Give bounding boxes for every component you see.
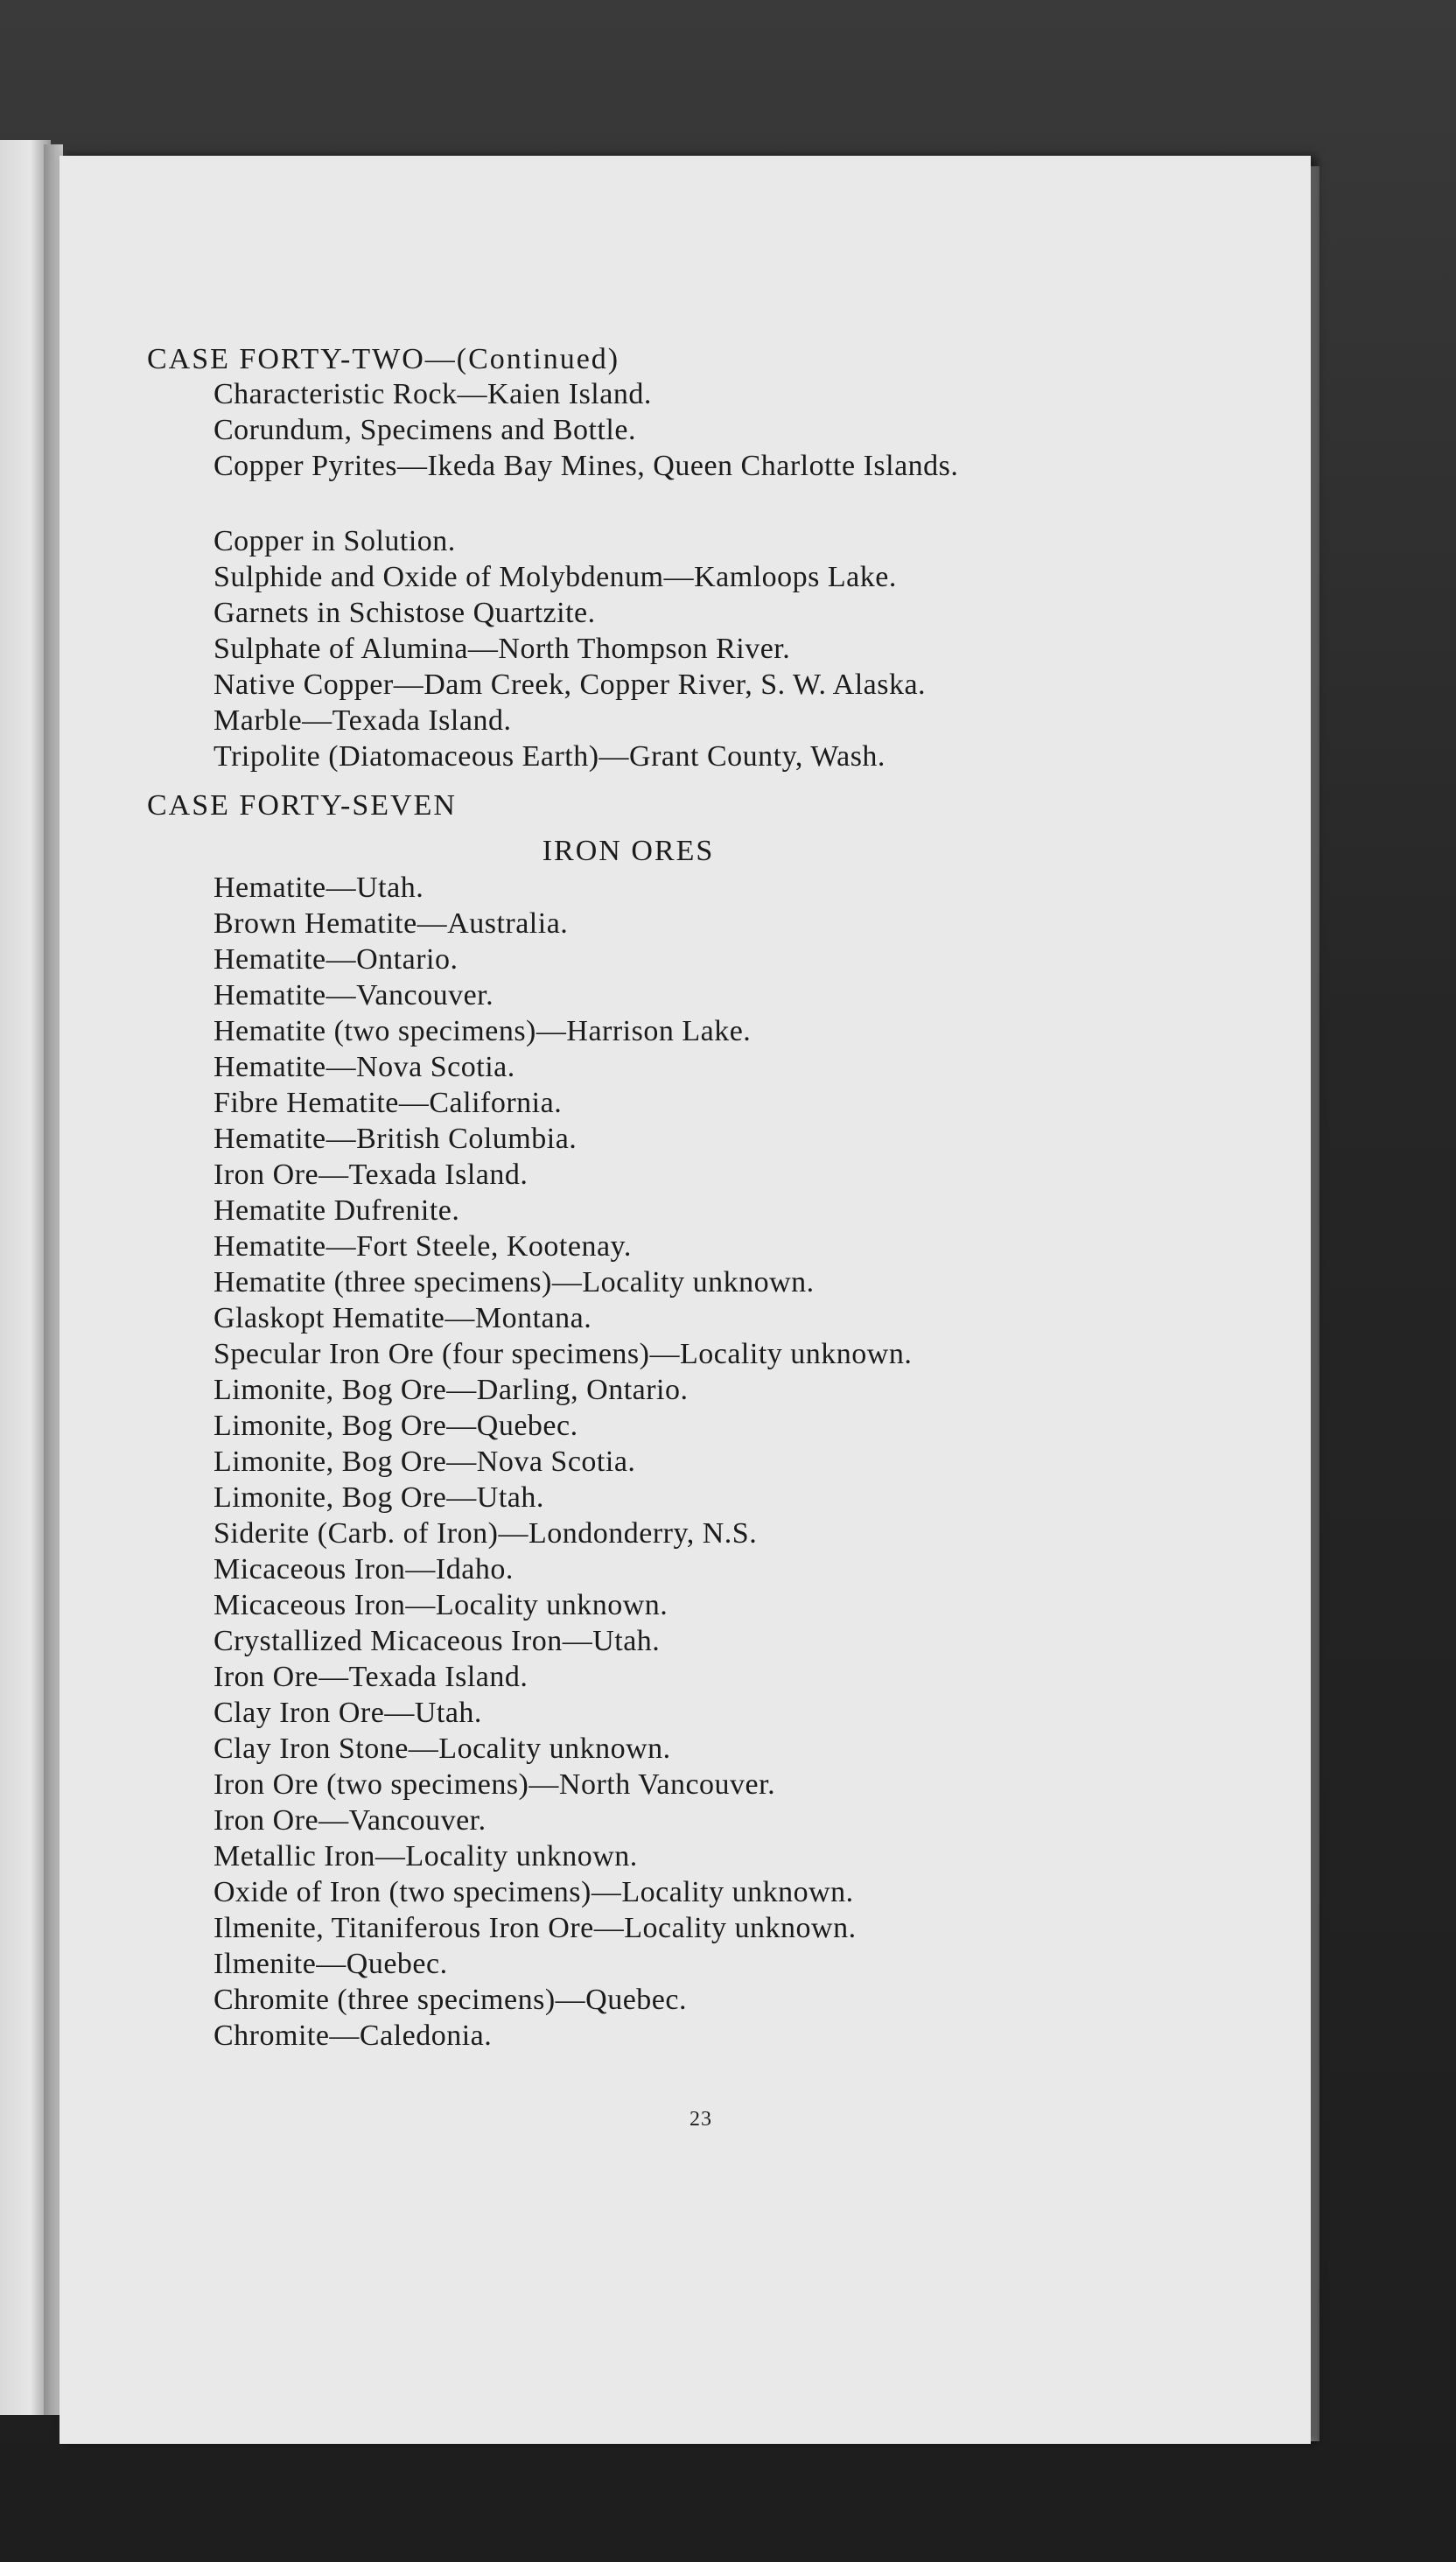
list-item: Ilmenite—Quebec. bbox=[214, 1948, 448, 1980]
list-item: Garnets in Schistose Quartzite. bbox=[214, 597, 596, 629]
list-item: Hematite (two specimens)—Harrison Lake. bbox=[214, 1015, 752, 1047]
list-item: Crystallized Micaceous Iron—Utah. bbox=[214, 1625, 661, 1657]
list-item: Hematite—Fort Steele, Kootenay. bbox=[214, 1230, 632, 1263]
list-item: Copper in Solution. bbox=[214, 525, 456, 557]
document-page bbox=[60, 156, 1311, 2444]
list-item: Hematite—Nova Scotia. bbox=[214, 1051, 515, 1083]
list-item: Specular Iron Ore (four specimens)—Locality unknown. bbox=[214, 1338, 913, 1370]
list-item: Hematite Dufrenite. bbox=[214, 1194, 460, 1227]
list-item: Sulphate of Alumina—North Thompson River. bbox=[214, 633, 791, 665]
list-item: Hematite—Ontario. bbox=[214, 943, 458, 976]
list-item: Iron Ore—Vancouver. bbox=[214, 1804, 486, 1837]
list-item: Characteristic Rock—Kaien Island. bbox=[214, 378, 652, 410]
list-item: Hematite—Utah. bbox=[214, 872, 424, 904]
list-item: Clay Iron Stone—Locality unknown. bbox=[214, 1732, 671, 1765]
list-item: Copper Pyrites—Ikeda Bay Mines, Queen Charlotte Islands. bbox=[214, 450, 959, 482]
list-item: Chromite (three specimens)—Quebec. bbox=[214, 1984, 687, 2016]
list-item: Oxide of Iron (two specimens)—Locality unknown. bbox=[214, 1876, 854, 1908]
list-item: Brown Hematite—Australia. bbox=[214, 907, 569, 940]
list-item: Hematite (three specimens)—Locality unknown. bbox=[214, 1266, 815, 1298]
list-item: Micaceous Iron—Locality unknown. bbox=[214, 1589, 668, 1621]
list-item: Micaceous Iron—Idaho. bbox=[214, 1553, 514, 1586]
list-item: Sulphide and Oxide of Molybdenum—Kamloops Lake. bbox=[214, 561, 897, 593]
list-item: Native Copper—Dam Creek, Copper River, S. W. Alaska. bbox=[214, 668, 927, 701]
list-item: Tripolite (Diatomaceous Earth)—Grant County, Wash. bbox=[214, 740, 886, 773]
list-item: Ilmenite, Titaniferous Iron Ore—Locality unknown. bbox=[214, 1912, 857, 1944]
list-item: Limonite, Bog Ore—Utah. bbox=[214, 1481, 544, 1514]
list-item: Iron Ore (two specimens)—North Vancouver. bbox=[214, 1768, 776, 1801]
list-item: Limonite, Bog Ore—Nova Scotia. bbox=[214, 1446, 636, 1478]
list-item: Chromite—Caledonia. bbox=[214, 2020, 493, 2052]
list-item: Clay Iron Ore—Utah. bbox=[214, 1697, 482, 1729]
case-47-heading: CASE FORTY-SEVEN bbox=[147, 789, 457, 822]
iron-ores-subheading: IRON ORES bbox=[542, 835, 715, 867]
list-item: Metallic Iron—Locality unknown. bbox=[214, 1840, 638, 1872]
list-item: Limonite, Bog Ore—Darling, Ontario. bbox=[214, 1374, 689, 1406]
list-item: Fibre Hematite—California. bbox=[214, 1087, 563, 1119]
list-item: Hematite—British Columbia. bbox=[214, 1123, 578, 1155]
list-item: Iron Ore—Texada Island. bbox=[214, 1158, 528, 1191]
list-item: Glaskopt Hematite—Montana. bbox=[214, 1302, 592, 1334]
list-item: Hematite—Vancouver. bbox=[214, 979, 494, 1012]
list-item: Siderite (Carb. of Iron)—Londonderry, N.S. bbox=[214, 1517, 758, 1550]
page-number: 23 bbox=[690, 2108, 712, 2131]
list-item: Marble—Texada Island. bbox=[214, 704, 512, 737]
list-item: Limonite, Bog Ore—Quebec. bbox=[214, 1410, 578, 1442]
list-item: Iron Ore—Texada Island. bbox=[214, 1661, 528, 1693]
case-42-heading: CASE FORTY-TWO—(Continued) bbox=[147, 343, 620, 375]
list-item: Corundum, Specimens and Bottle. bbox=[214, 414, 636, 446]
